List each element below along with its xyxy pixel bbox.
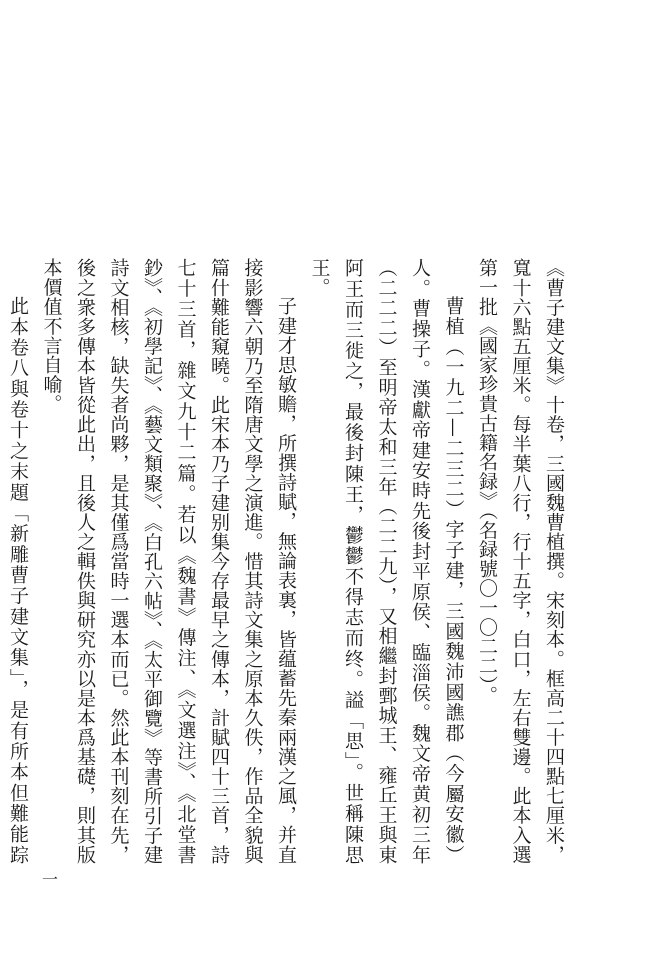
paragraph-book-description: 《曹子建文集》十卷，三國魏曹植撰。宋刻本。框高二十四點七厘米，寬十六點五厘米。每半葉八行，行十五字，白口，左右雙邊。此本入選第一批《國家珍貴古籍名録》（名録號〇一〇二二）。 — [476, 258, 565, 864]
vertical-text-body — [0, 258, 570, 864]
paragraph-edition-dating: 此本卷八與卷十之末題「新雕曹子建文集」，是有所本但難能踪 — [7, 296, 29, 864]
page-number: 一 — [42, 870, 59, 889]
paragraph-literary-assessment: 子建才思敏贍，所撰詩賦，無論表裏，皆蕴蓄先秦兩漢之風，并直接影響六朝乃至隋唐文學之演進。惜其詩文集之原本久佚，作品全貌與篇什難能窺曉。此宋本乃子建别集今存最早之傳本，計賦四十三首，詩七十三首，雜文九十二篇。若以《魏書》傳注、《文選注》、《北堂書鈔》、《初學記》、《藝文類聚》、《白孔六帖》、《太平御覽》等書所引子建詩文相核，缺失者尚夥，是其僅爲當時一選本而已。然此本刊刻在先，後之衆多傳本皆從此出，且後人之輯佚與研究亦以是本爲基礎，則其版本價值不言自喻。 — [40, 258, 297, 864]
paragraph-author-biography: 曹植（一九二—二三二）字子建，三國魏沛國譙郡（今屬安徽）人。曹操子。漢獻帝建安時先後封平原侯、臨淄侯。魏文帝黄初三年（二二二）至明帝太和三年（二二九），又相繼封鄄城王、雍丘王與東阿王而三徙之，最後封陳王，鬱鬱不得志而终。謚「思」。世稱陳思王。 — [308, 258, 465, 864]
